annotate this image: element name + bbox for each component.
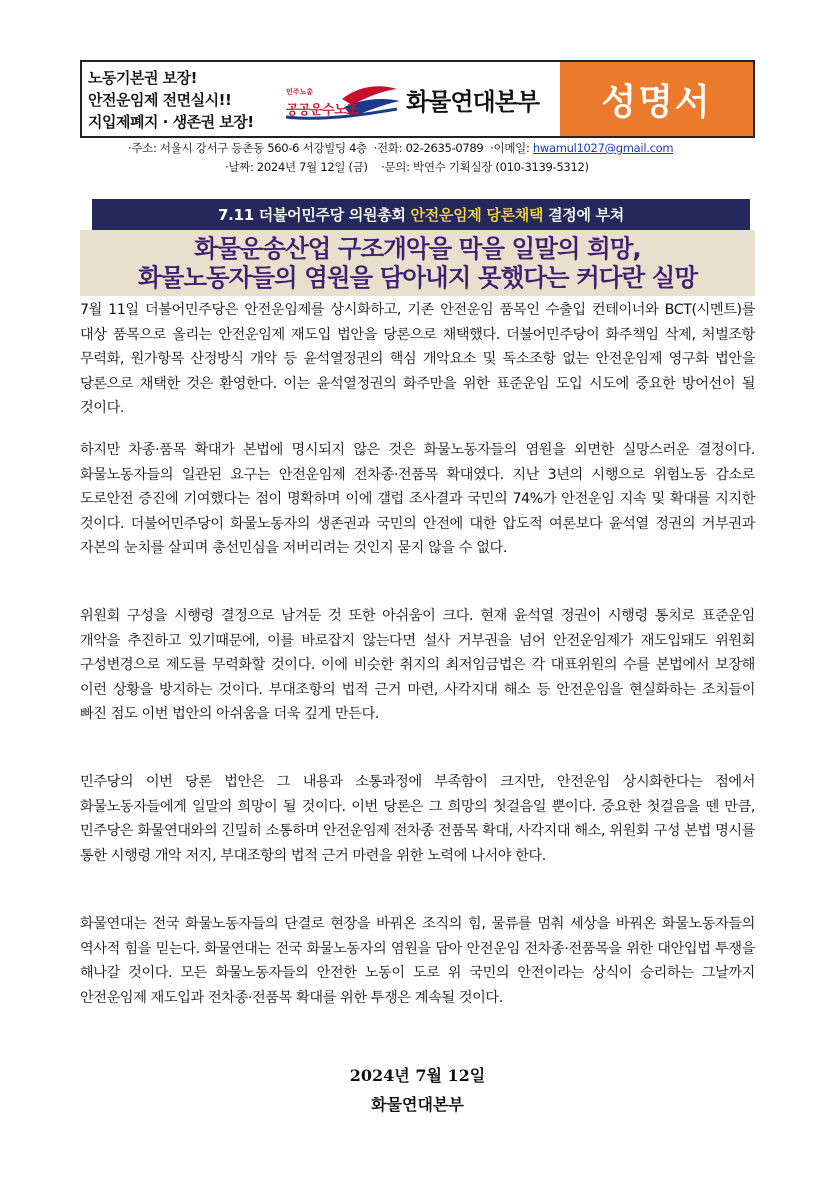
banner-post: 결정에 부쳐 bbox=[543, 206, 624, 224]
phone: ·전화: 02-2635-0789 bbox=[373, 141, 484, 155]
subtitle-banner bbox=[92, 199, 750, 230]
paragraph-1: 7월 11일 더불어민주당은 안전운임제를 상시화하고, 기존 안전운임 품목인 수출입 컨테이너와 BCT(시멘트)를 대상 품목으로 올리는 안전운임제 재도입 법안을 당론으로 채택했다. 더불어민주당이 화주책임 삭제, 처벌조항 무력화, 원가항목 산정방식 개악 등 윤석열정권의 핵심 개악요소 및 독소조항 없는 안전운임제 영구화 법안을 당론으로 채택한 것은 환영한다. 이는 윤석열정권의 화주만을 위한 표준운임 도입 시도에 중요한 방어선이 될 것이다. bbox=[80, 302, 755, 417]
slogan-block bbox=[82, 62, 262, 136]
headline-line-2: 화물노동자들의 염원을 담아내지 못했다는 커다란 실망 bbox=[138, 263, 697, 292]
banner-pre: 7.11 더불어민주당 의원총회 bbox=[218, 206, 411, 224]
inquiry-contact: ·문의: 박연수 기획실장 (010-3139-5312) bbox=[381, 160, 589, 174]
headline-line-1: 화물운송산업 구조개악을 막을 일말의 희망, bbox=[194, 234, 641, 263]
document-type-label: 성명서 bbox=[560, 62, 753, 136]
logo-name: 공공운수노조 bbox=[286, 103, 359, 118]
slogan-1: 노동기본권 보장! bbox=[88, 69, 197, 87]
paragraph-5: 화물연대는 전국 화물노동자들의 단결로 현장을 바꿔온 조직의 힘, 물류를 멈춰 세상을 바꿔온 화물노동자들의 역사적 힘을 믿는다. 화물연대는 전국 화물노동자의 염원을 담아 안전운임 전차종·전품목을 위한 대안입법 투쟁을 해나갈 것이다. 모든 화물노동자들의 안전한 노동이 도로 위 국민의 안전이라는 상식이 승리하는 그날까지 안전운임제 재도입과 전차종·전품목 확대를 위한 투쟁은 계속될 것이다. bbox=[80, 916, 755, 1006]
slogan-2: 안전운임제 전면실시!! bbox=[88, 91, 232, 109]
logo-caption: 민주노총 bbox=[286, 88, 314, 96]
slogan-3: 지입제폐지 · 생존권 보장! bbox=[88, 113, 254, 131]
paragraph-2: 하지만 차종·품목 확대가 본법에 명시되지 않은 것은 화물노동자들의 염원을 외면한 실망스러운 결정이다. 화물노동자들의 일관된 요구는 안전운임제 전차종·전품목 확대였다. 지난 3년의 시행으로 위험노동 감소로 도로안전 증진에 기여했다는 점이 명확하며 이에 갤럽 조사결과 국민의 74%가 안전운임 지속 및 확대를 지지한 것이다. 더불어민주당이 화물노동자의 생존권과 국민의 안전에 대한 압도적 여론보다 윤석열 정권의 거부권과 자본의 눈치를 살피며 총선민심을 저버리려는 것인지 묻지 않을 수 없다. bbox=[80, 442, 755, 557]
headline-box bbox=[80, 230, 755, 296]
email-link[interactable]: hwamul1027@gmail.com bbox=[532, 141, 674, 155]
letterhead bbox=[80, 60, 755, 138]
logo-area bbox=[262, 62, 560, 136]
banner-highlight: 안전운임제 당론채택 bbox=[410, 206, 544, 224]
union-logo bbox=[282, 69, 402, 129]
contact-line-1 bbox=[128, 140, 768, 156]
paragraph-4: 민주당의 이번 당론 법안은 그 내용과 소통과정에 부족함이 크지만, 안전운임 상시화한다는 점에서 화물노동자들에게 일말의 희망이 될 것이다. 이번 당론은 그 희망의 첫걸음일 뿐이다. 중요한 첫걸음을 뗀 만큼, 민주당은 화물연대와의 긴밀히 소통하며 안전운임제 전차종 전품목 확대, 사각지대 해소, 위원회 구성 본법 명시를 통한 시행령 개악 저지, 부대조항의 법적 근거 마련을 위한 노력에 나서야 한다. bbox=[80, 774, 755, 864]
contact-line-2 bbox=[225, 159, 835, 175]
email-label: ·이메일: bbox=[490, 141, 530, 155]
paragraph-3: 위원회 구성을 시행령 결정으로 남겨둔 것 또한 아쉬움이 크다. 현재 윤석열 정권이 시행령 통치로 표준운임 개악을 추진하고 있기때문에, 이를 바로잡지 않는다면 설사 거부권을 넘어 안전운임제가 재도입돼도 위원회 구성변경으로 제도를 무력화할 것이다. 이에 비슷한 취지의 최저임금법은 각 대표위원의 수를 본법에서 보장해 이런 상황을 방지하는 것이다. 부대조항의 법적 근거 마련, 사각지대 해소 등 안전운임을 현실화하는 조치들이 빠진 점도 이번 법안의 아쉬움을 더욱 깊게 만든다. bbox=[80, 608, 755, 723]
address: ·주소: 서울시 강서구 등촌동 560-6 서강빌딩 4층 bbox=[128, 141, 367, 155]
closing-date: 2024년 7월 12일 bbox=[349, 1066, 486, 1085]
release-date: ·날짜: 2024년 7월 12일 (금) bbox=[225, 160, 368, 174]
org-name: 화물연대본부 bbox=[406, 87, 540, 116]
signature: 화물연대본부 bbox=[371, 1095, 464, 1114]
